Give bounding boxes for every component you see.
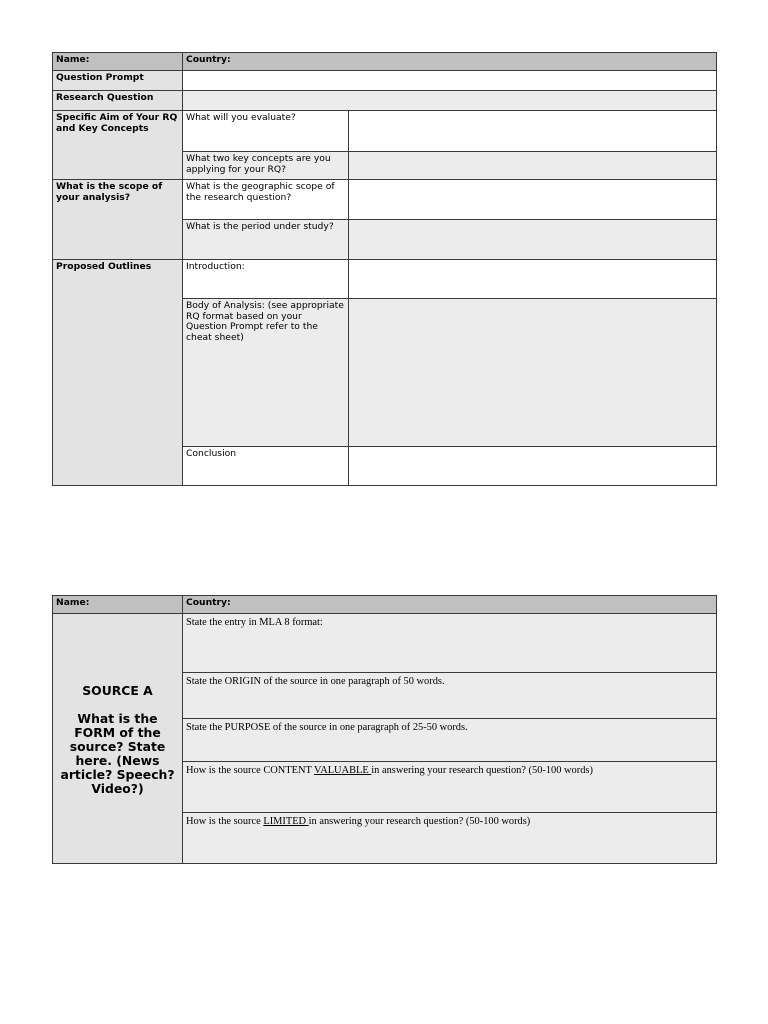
body-answer[interactable]	[348, 298, 717, 447]
key-concepts-prompt-cell	[182, 151, 349, 180]
specific-aim-label-cell	[52, 110, 183, 180]
value-prompt-pre: How is the source CONTENT	[186, 765, 315, 776]
country-header-cell	[182, 52, 717, 71]
research-question-label: Research Question	[56, 92, 154, 103]
scope-label: What is the scope of your analysis?	[56, 181, 163, 203]
limitation-keyword: LIMITED	[263, 816, 309, 827]
introduction-prompt-cell	[182, 259, 349, 299]
key-concepts-answer[interactable]	[348, 151, 717, 180]
source-label-block	[53, 684, 182, 796]
geographic-prompt: What is the geographic scope of the research question?	[186, 181, 335, 203]
key-concepts-prompt: What two key concepts are you applying for your RQ?	[186, 153, 331, 175]
geographic-answer[interactable]	[348, 179, 717, 220]
mla-prompt: State the entry in MLA 8 format:	[186, 617, 323, 628]
country-label-2: Country:	[186, 597, 231, 608]
question-prompt-label-cell	[52, 70, 183, 91]
body-prompt-cell	[182, 298, 349, 447]
introduction-answer[interactable]	[348, 259, 717, 299]
value-prompt-post: in answering your research question? (50-100 words)	[371, 765, 593, 776]
period-answer[interactable]	[348, 219, 717, 260]
conclusion-prompt-cell	[182, 446, 349, 486]
question-prompt-label: Question Prompt	[56, 72, 144, 83]
introduction-prompt: Introduction:	[186, 261, 245, 272]
question-prompt-answer[interactable]	[182, 70, 717, 91]
conclusion-prompt: Conclusion	[186, 448, 237, 459]
origin-prompt: State the ORIGIN of the source in one paragraph of 50 words.	[186, 676, 445, 687]
purpose-cell[interactable]	[182, 718, 717, 762]
country-header-cell-2	[182, 595, 717, 614]
limitation-prompt-post: in answering your research question? (50-100 words)	[308, 816, 531, 827]
origin-cell[interactable]	[182, 672, 717, 719]
specific-aim-label: Specific Aim of Your RQ and Key Concepts	[56, 112, 178, 134]
limitation-prompt-pre: How is the source	[186, 816, 264, 827]
source-label-cell	[52, 613, 183, 864]
name-label-2: Name:	[56, 597, 90, 608]
conclusion-answer[interactable]	[348, 446, 717, 486]
limitation-cell[interactable]	[182, 812, 717, 864]
limitation-prompt	[186, 816, 713, 828]
outlines-label: Proposed Outlines	[56, 261, 152, 272]
name-label: Name:	[56, 54, 90, 65]
form-question: What is the FORM of the source? State here. (News article? Speech? Video?)	[60, 711, 175, 796]
research-question-label-cell	[52, 90, 183, 111]
period-prompt-cell	[182, 219, 349, 260]
mla-entry-cell[interactable]	[182, 613, 717, 673]
name-header-cell	[52, 52, 183, 71]
period-prompt: What is the period under study?	[186, 221, 334, 232]
research-question-answer[interactable]	[182, 90, 717, 111]
value-prompt	[186, 765, 713, 777]
country-label: Country:	[186, 54, 231, 65]
evaluate-prompt-cell	[182, 110, 349, 152]
value-cell[interactable]	[182, 761, 717, 813]
evaluate-answer[interactable]	[348, 110, 717, 152]
scope-label-cell	[52, 179, 183, 260]
geographic-prompt-cell	[182, 179, 349, 220]
outlines-label-cell	[52, 259, 183, 486]
source-title: SOURCE A	[82, 683, 153, 698]
evaluate-prompt: What will you evaluate?	[186, 112, 296, 123]
body-prompt: Body of Analysis: (see appropriate RQ format based on your Question Prompt refer to the cheat sheet)	[186, 300, 344, 343]
purpose-prompt: State the PURPOSE of the source in one paragraph of 25-50 words.	[186, 722, 468, 733]
name-header-cell-2	[52, 595, 183, 614]
value-keyword: VALUABLE	[314, 765, 372, 776]
